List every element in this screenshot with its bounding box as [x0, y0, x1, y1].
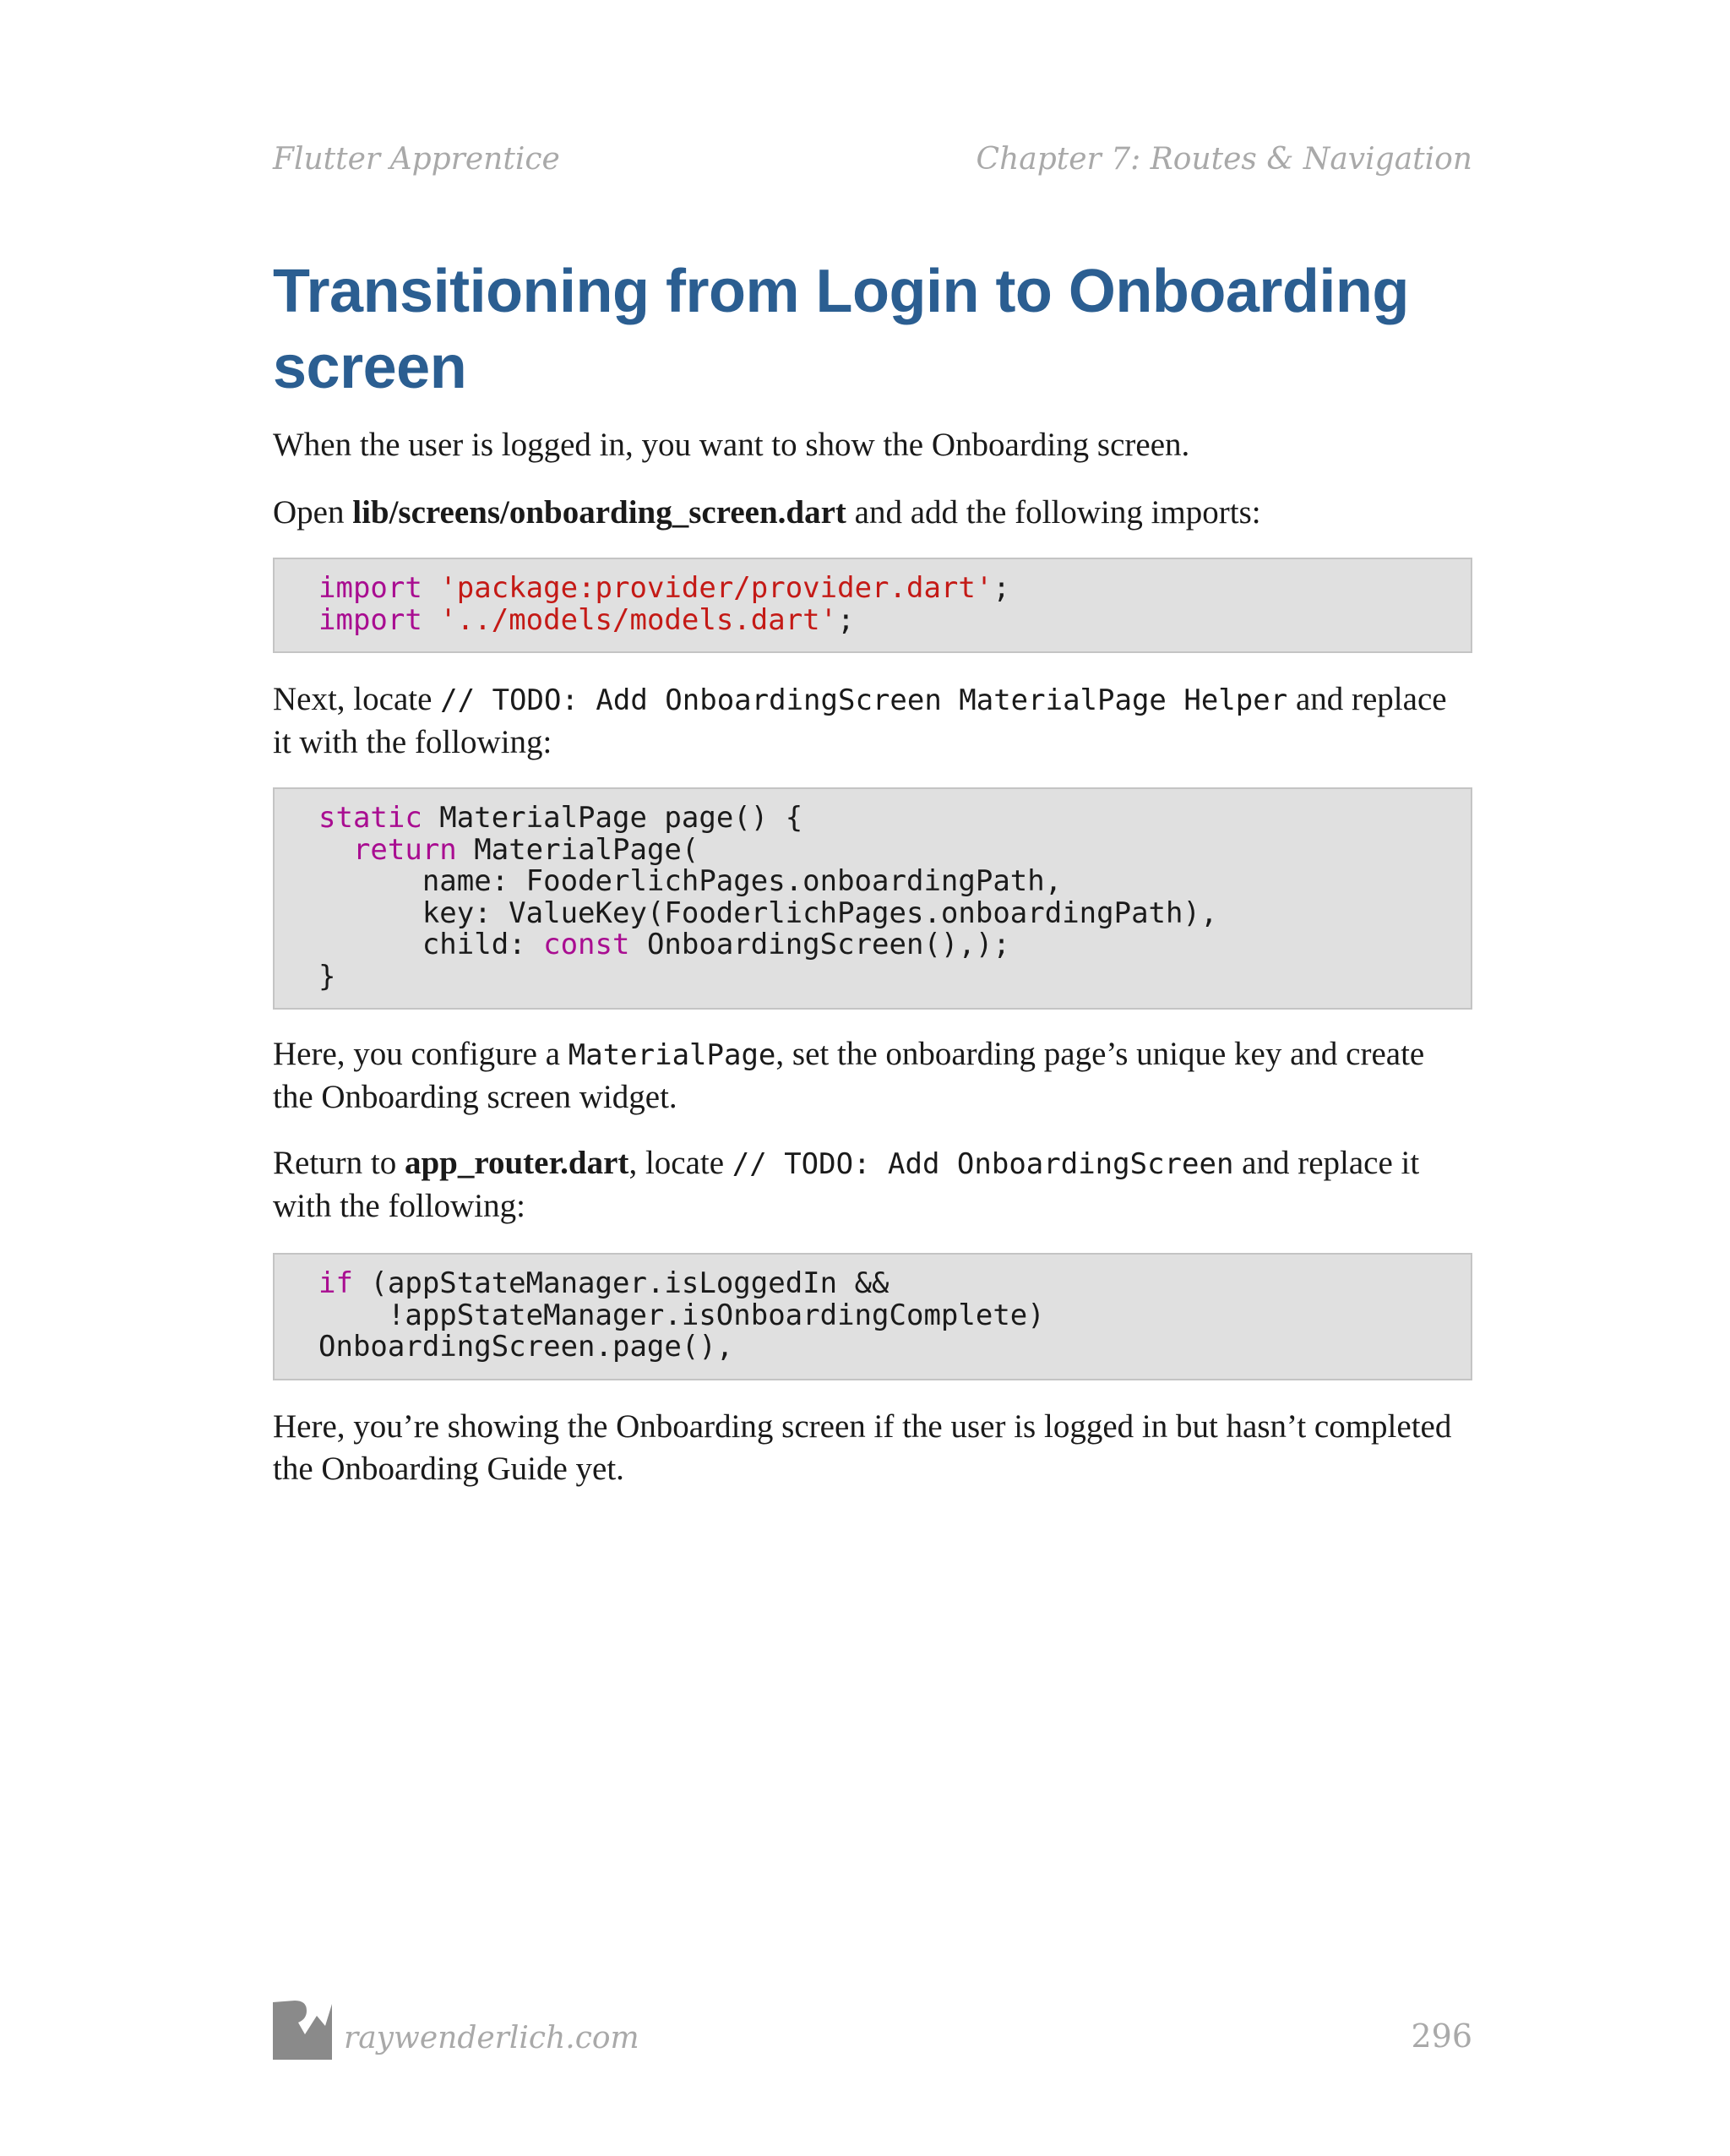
code-line: MaterialPage page() {: [422, 801, 803, 835]
book-title: Flutter Apprentice: [273, 142, 560, 177]
code-line: (appStateManager.isLoggedIn &&: [352, 1266, 889, 1300]
code-indent: [318, 833, 353, 867]
inline-code: // TODO: Add OnboardingScreen: [732, 1147, 1234, 1181]
keyword: if: [318, 1266, 353, 1300]
text: Return to: [273, 1145, 405, 1181]
section-title: Transitioning from Login to Onboarding screen: [273, 258, 1409, 401]
paragraph-conclusion: Here, you’re showing the Onboarding screen if the user is logged in but hasn’t completed the Onboarding Guide yet.: [273, 1407, 1452, 1487]
text: , set the onboarding page’s unique key and create the Onboarding screen widget.: [273, 1036, 1425, 1115]
text: and replace it with the following:: [273, 1145, 1420, 1224]
code-punct: ;: [993, 571, 1010, 605]
code-line: key: ValueKey(FooderlichPages.onboardingPath),: [318, 896, 1218, 930]
inline-code: // TODO: Add OnboardingScreen MaterialPage Helper: [440, 683, 1288, 717]
file-path: app_router.dart: [404, 1145, 629, 1181]
code-line: !appStateManager.isOnboardingComplete): [318, 1298, 1045, 1332]
code-line: MaterialPage(: [456, 832, 699, 867]
keyword: import: [318, 571, 422, 605]
text: , locate: [628, 1145, 732, 1181]
paragraph-locate-todo: [273, 678, 1472, 764]
chapter-title: Chapter 7: Routes & Navigation: [976, 142, 1472, 177]
paragraph-open-file: [273, 492, 1472, 534]
code-block-imports: [273, 558, 1472, 653]
code-text: [318, 573, 1471, 636]
page-footer: [273, 2001, 1472, 2068]
code-line: OnboardingScreen.page(),: [318, 1330, 734, 1364]
keyword: static: [318, 801, 422, 835]
text: and replace it with the following:: [273, 681, 1447, 760]
code-punct: ;: [837, 602, 855, 637]
keyword: import: [318, 602, 422, 637]
file-path: lib/screens/onboarding_screen.dart: [352, 494, 846, 531]
text: and add the following imports:: [846, 494, 1261, 531]
code-text: [318, 1268, 1471, 1364]
site-url: raywenderlich.com: [344, 2021, 639, 2055]
raywenderlich-logo-icon: [273, 2001, 332, 2060]
string: 'package:provider/provider.dart': [439, 571, 993, 605]
code-block-page-helper: [273, 787, 1472, 1010]
text: Open: [273, 494, 353, 531]
code-line: }: [318, 959, 336, 994]
page-number: 296: [1411, 2017, 1472, 2055]
paragraph-explanation: [273, 1033, 1472, 1119]
code-text: [318, 803, 1471, 993]
code-line: name: FooderlichPages.onboardingPath,: [318, 864, 1063, 898]
paragraph-return-router: [273, 1142, 1472, 1228]
text: Here, you configure a: [273, 1036, 569, 1072]
running-header: [273, 142, 1472, 193]
page-content: [273, 253, 1472, 1490]
keyword: return: [352, 832, 457, 867]
code-line: child:: [318, 928, 544, 961]
inline-code: MaterialPage: [568, 1038, 776, 1072]
string: '../models/models.dart': [439, 602, 838, 637]
keyword: const: [543, 928, 630, 961]
code-line: OnboardingScreen(),);: [629, 928, 1010, 961]
text: Next, locate: [273, 681, 441, 717]
paragraph-intro: When the user is logged in, you want to show the Onboarding screen.: [273, 427, 1190, 463]
code-block-router-condition: [273, 1253, 1472, 1380]
